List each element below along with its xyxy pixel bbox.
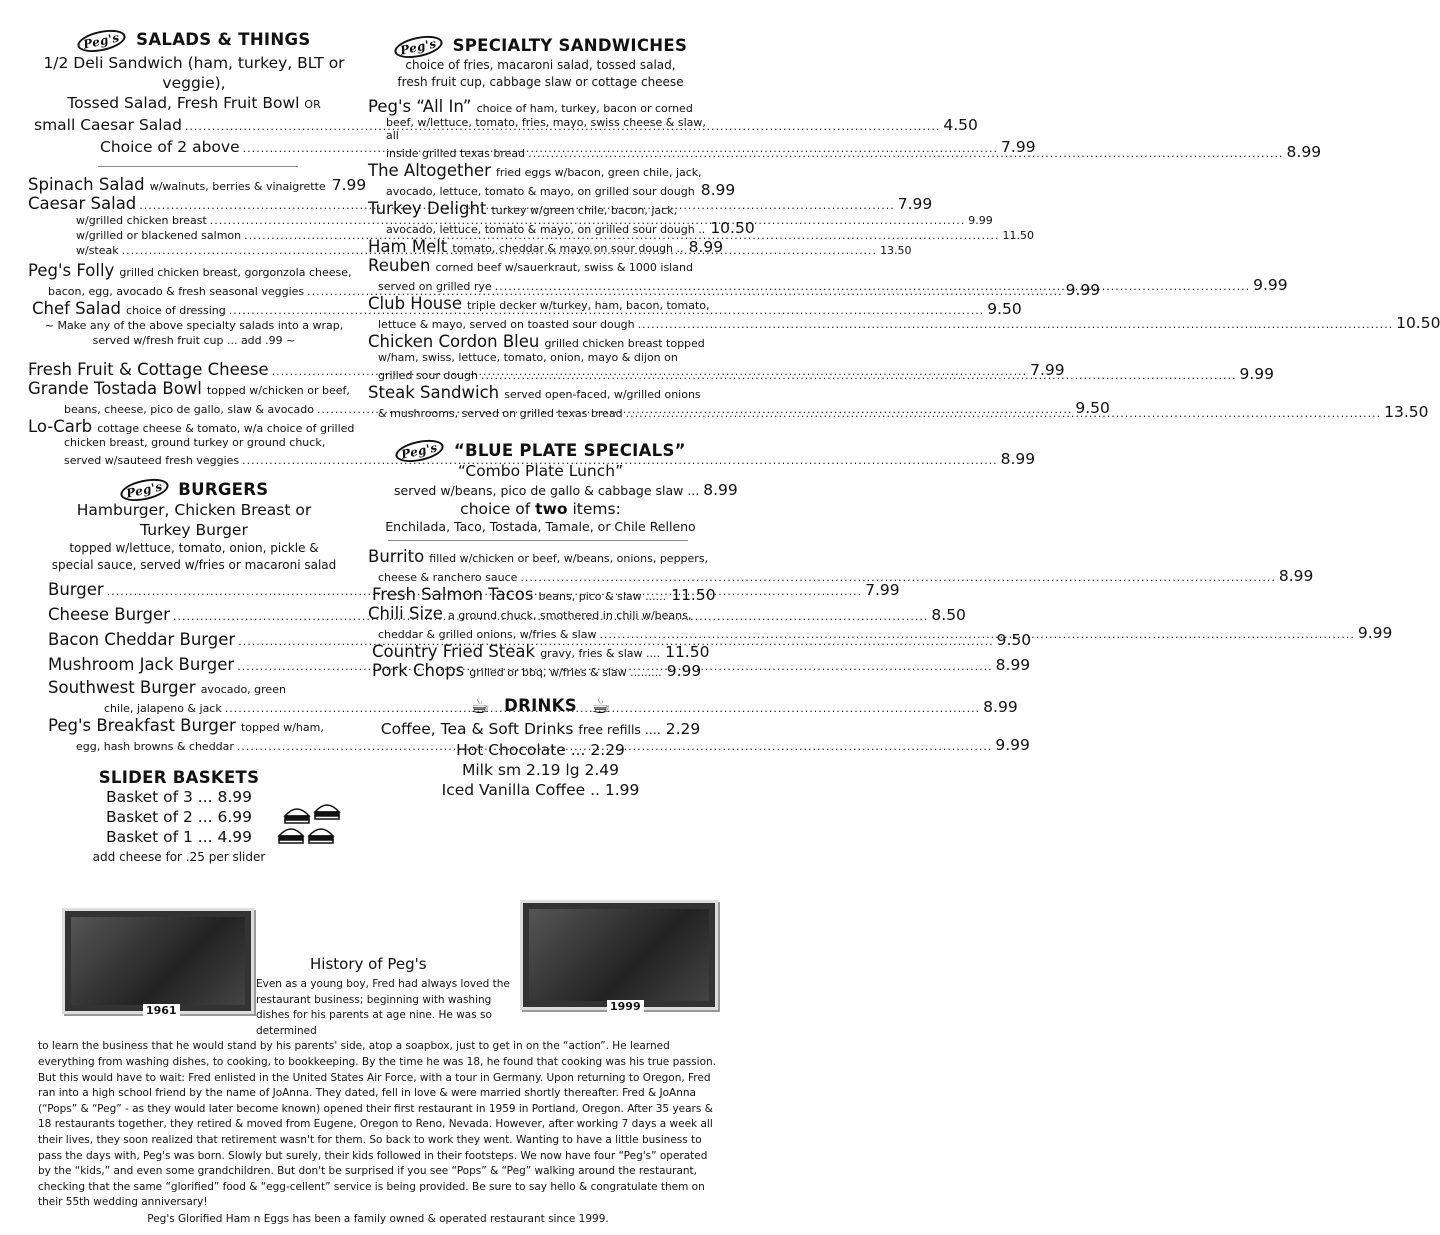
blue-plate-title: “BLUE PLATE SPECIALS” (453, 440, 686, 460)
menu-item-reuben: Reuben corned beef w/sauerkraut, swiss & 1000 island served on grilled rye ..... 9.99 (368, 256, 713, 294)
divider (388, 540, 688, 541)
menu-item-breakfast-burger: Peg's Breakfast Burger topped w/ham, egg, hash browns & cheddar ..... 9.99 (48, 716, 346, 754)
combo-title: “Combo Plate Lunch” (457, 462, 624, 480)
menu-item-tostada: Grande Tostada Bowl topped w/chicken or beef, beans, cheese, pico de gallo, slaw & avocado ..... 9.50 (28, 379, 360, 417)
slider-basket-1: Basket of 1 ... 4.99 (105, 828, 253, 846)
sandwiches-intro: choice of fries, macaroni salad, tossed salad, fresh fruit cup, cabbage slaw or cottage cheese (397, 57, 684, 89)
burgers-title: BURGERS (178, 479, 269, 499)
drinks-header (368, 694, 713, 719)
menu-item-burger: Burger ..... 7.99 (48, 578, 346, 603)
salads-intro-or: OR (304, 97, 321, 111)
burgers-intro: Hamburger, Chicken Breast or Turkey Burger (76, 501, 312, 539)
sandwiches-header (368, 36, 713, 57)
menu-item-caesar: Caesar Salad ..... 7.99 (28, 194, 360, 213)
salads-intro-3: small Caesar Salad (34, 115, 182, 134)
menu-item-all-in: Peg's “All In” choice of ham, turkey, bacon or corned beef, w/lettuce, tomato, fries, mayo, swiss cheese & slaw, all inside grilled texas bread ..... 8.99 (368, 97, 713, 161)
divider (98, 166, 298, 167)
caesar-option-2: w/grilled or blackened salmon ..... 11.50 (28, 228, 360, 243)
blue-plate-header (368, 441, 713, 462)
caesar-option-3: w/steak ..... 13.50 (28, 243, 360, 258)
salads-intro-3-price: 4.50 (943, 115, 978, 134)
menu-item-chef: Chef Salad choice of dressing ..... 9.50 (28, 299, 360, 318)
menu-item-chili-size: Chili Size a ground chuck, smothered in chili w/beans, cheddar & grilled onions, w/fries & slaw ..... 9.99 (368, 604, 713, 642)
menu-item-cordon-bleu: Chicken Cordon Bleu grilled chicken breast topped w/ham, swiss, lettuce, tomato, onion, mayo & dijon on grilled sour dough ..... 9.99 (368, 332, 713, 383)
history-text (38, 955, 718, 1228)
menu-item-country-fried-steak: Country Fried Steak gravy, fries & slaw .... 11.50 (372, 642, 710, 661)
menu-item-mushroom-jack: Mushroom Jack Burger ..... 8.99 (48, 653, 346, 678)
drinks-list: Coffee, Tea & Soft Drinks free refills .... 2.29 Hot Chocolate ... 2.29 Milk sm 2.19 lg 2.49 Iced Vanilla Coffee .. 1.99 (380, 720, 701, 799)
salads-header (28, 30, 360, 51)
combo-desc: served w/beans, pico de gallo & cabbage slaw ... 8.99 (394, 481, 738, 499)
wrap-note: ~ Make any of the above specialty salads into a wrap, served w/fresh fruit cup ... add .99 ~ (44, 318, 344, 347)
menu-item-burrito: Burrito filled w/chicken or beef, w/beans, onions, peppers, cheese & ranchero sauce ..... 8.99 (368, 547, 713, 585)
pegs-logo: Peg's (76, 26, 128, 56)
slider-basket-2: Basket of 2 ... 6.99 (105, 808, 253, 826)
menu-item-southwest: Southwest Burger avocado, green chile, jalapeno & jack ..... 8.99 (48, 678, 346, 716)
menu-item-turkey-delight: Turkey Delight turkey w/green chile, bacon, jack, avocado, lettuce, tomato & mayo, on grilled sour dough .. 10.50 (368, 198, 755, 237)
history-footer: Peg's Glorified Ham n Eggs has been a family owned & operated restaurant since 1999. (147, 1212, 609, 1225)
menu-item-club-house: Club House triple decker w/turkey, ham, bacon, tomato, lettuce & mayo, served on toasted sour dough ..... 10.50 (368, 294, 713, 332)
menu-item-locarb: Lo-Carb cottage cheese & tomato, w/a choice of grilled chicken breast, ground turkey or ground chuck, served w/sauteed fresh veggies ..... 8.99 (28, 417, 360, 468)
combo-choice: choice of two items: (460, 500, 621, 518)
menu-item-altogether: The Altogether fried eggs w/bacon, green chile, jack, avocado, lettuce, tomato & mayo, on grilled sour dough 8.99 (368, 160, 736, 199)
photo-year-1961: 1961 (143, 1004, 180, 1017)
sandwiches-title: SPECIALTY SANDWICHES (452, 36, 688, 55)
salads-intro-4: Choice of 2 above (100, 137, 240, 156)
history-intro: Even as a young boy, Fred had always loved the restaurant business; beginning with washing dishes for his parents at age nine. He was so determined (256, 978, 510, 1037)
burgers-header (28, 480, 360, 501)
combo-choices: Enchilada, Taco, Tostada, Tamale, or Chile Relleno (385, 519, 696, 534)
coffee-cup-icon: ☕ (470, 694, 491, 719)
photo-year-1999: 1999 (607, 1000, 644, 1013)
pegs-logo: Peg's (394, 436, 446, 466)
coffee-cup-icon: ☕ (590, 694, 611, 719)
slider-cheese-note: add cheese for .25 per slider (92, 850, 266, 864)
pegs-logo: Peg's (392, 32, 444, 62)
menu-item-steak-sandwich: Steak Sandwich served open-faced, w/grilled onions & mushrooms, served on grilled texas bread ..... 13.50 (368, 383, 713, 421)
history-title: History of Peg's (310, 955, 427, 973)
menu-item-fruit: Fresh Fruit & Cottage Cheese ..... 7.99 (28, 360, 360, 379)
drinks-title: DRINKS (504, 696, 577, 715)
menu-item-bacon-cheddar: Bacon Cheddar Burger ..... 9.50 (48, 628, 346, 653)
pegs-logo: Peg's (118, 475, 170, 505)
salads-title: SALADS & THINGS (136, 30, 311, 49)
sliders-title: SLIDER BASKETS (98, 768, 260, 787)
menu-item-salmon-tacos: Fresh Salmon Tacos beans, pico & slaw ...... 11.50 (372, 585, 716, 604)
history-body: to learn the business that he would stand by his parents' side, atop a soapbox, just to get in on the “action”. He learned everything from washing dishes, to cooking, to bookkeeping. By the time he was 18, he found that cooking was his true passion. But this would have to wait: Fred enlisted in the United States Air Force, with a tour in Germany. Upon returning to Oregon, Fred ran into a high school friend by the name of JoAnna. They dated, fell in love & were married shortly thereafter. Fred & JoAnna (“Pops” & “Peg” - as they would later become known) opened their first restaurant in 1959 in Portland, Oregon. After 35 years & 18 restaurants together, they retired & moved from Eugene, Oregon to Reno, Nevada. However, after working 7 days a week all their lives, they soon realized that retirement wasn't for them. So back to work they went. Wanting to have a little business to pass the days with, Peg's was born. Slowly but surely, their kids followed in their footsteps. We now have four “Peg's” operated by the “kids,” and even some grandchildren. But don't be surprised if you see “Pops” & “Peg” walking around the restaurant, checking that the same “glorified” food & “egg-cellent” service is being provided. Be sure to say hello & congratulate them on their 55th wedding anniversary! (38, 1040, 716, 1209)
salads-intro-2: Tossed Salad, Fresh Fruit Bowl (67, 93, 300, 112)
salads-intro-4-price: 7.99 (1001, 137, 1036, 156)
caesar-option-1: w/grilled chicken breast ..... 9.99 (28, 213, 360, 228)
slider-basket-3: Basket of 3 ... 8.99 (105, 788, 253, 806)
salads-intro-1: 1/2 Deli Sandwich (ham, turkey, BLT or veggie), (43, 53, 345, 92)
menu-item-spinach: Spinach Salad w/walnuts, berries & vinaigrette 7.99 (28, 174, 367, 194)
slider-burgers-icon (275, 800, 355, 848)
menu-item-folly: Peg's Folly grilled chicken breast, gorgonzola cheese, bacon, egg, avocado & fresh seasonal veggies ..... 9.99 (28, 261, 360, 299)
menu-item-cheese-burger: Cheese Burger ..... 8.50 (48, 603, 346, 628)
menu-item-pork-chops: Pork Chops grilled or bbq, w/fries & slaw ......... 9.99 (372, 661, 702, 680)
burgers-topping-note: topped w/lettuce, tomato, onion, pickle & special sauce, served w/fries or macaroni salad (51, 541, 337, 572)
menu-item-ham-melt: Ham Melt tomato, cheddar & mayo on sour dough .. 8.99 (368, 236, 724, 256)
